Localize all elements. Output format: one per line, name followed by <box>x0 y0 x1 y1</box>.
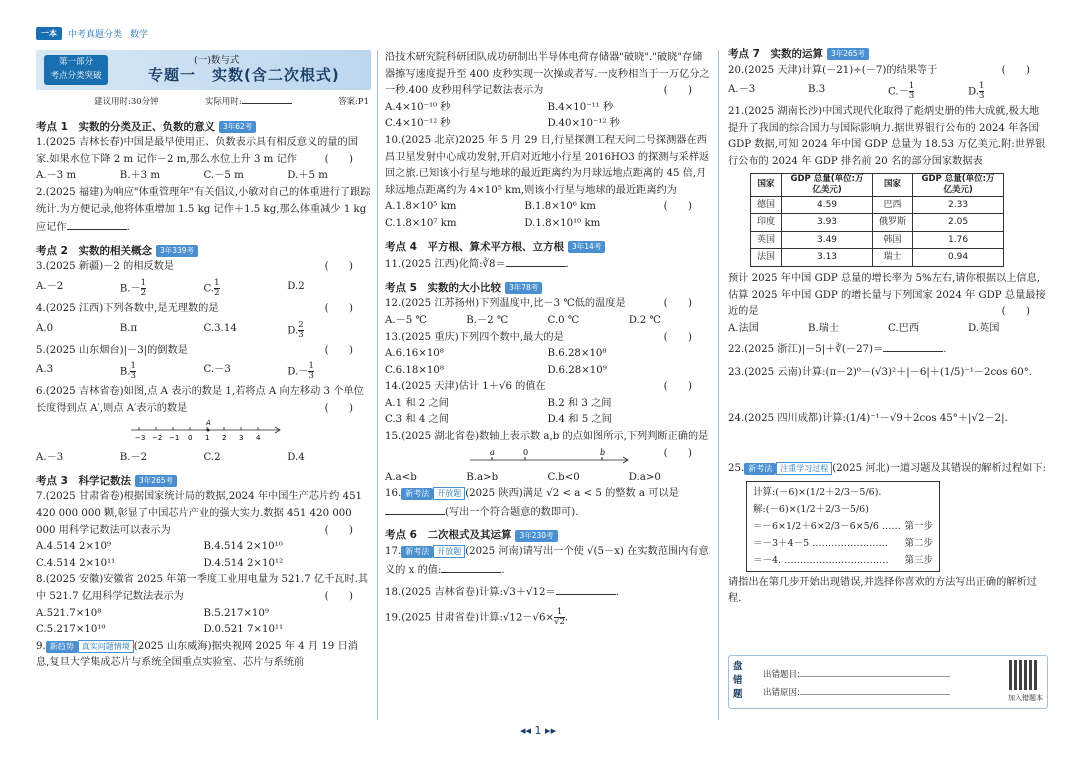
question-text: 12.(2025 江苏扬州)下列温度中,比－3 ℃低的温度是 <box>385 298 626 310</box>
page-number-value: 1 <box>534 724 542 737</box>
work-text: ＝－4. …………………………… <box>753 554 889 566</box>
table-cell: 巴西 <box>873 196 913 214</box>
section-title: 考点 7 实数的运算 <box>728 48 823 60</box>
answer-paren: ( ) <box>663 381 692 393</box>
section-title: 考点 5 实数的大小比较 <box>385 281 501 294</box>
page-number: ◂◂ 1 ▸▸ <box>520 724 557 737</box>
answer-paren: ( ) <box>663 447 692 459</box>
answer-blank[interactable] <box>385 503 445 515</box>
option[interactable]: D.＋5 m <box>287 170 328 182</box>
section-heading <box>728 46 1048 63</box>
table-cell: 3.93 <box>782 214 873 232</box>
options <box>36 321 371 340</box>
ticks <box>135 427 261 442</box>
point-a <box>207 428 210 431</box>
part-badge <box>44 55 108 85</box>
page-header <box>36 26 156 40</box>
option[interactable]: C.－5 m <box>203 170 244 182</box>
options <box>36 539 371 572</box>
mistake-question-field[interactable] <box>800 676 950 677</box>
method-tag: 新考法 <box>401 546 433 558</box>
question-text: 2.(2025 福建)为响应"体重管理年"有关倡议,小敏对自己的体重进行了跟踪统计.为方便记录,他将体重增加 1.5 kg 记作＋1.5 kg,那么体重减少 1 kg 应记作 <box>36 186 371 234</box>
frequency-tag: 3年62考 <box>219 121 256 133</box>
table-cell: 瑞士 <box>873 249 913 267</box>
option[interactable]: A.法国 <box>728 322 759 334</box>
question-text: (2025 河北)一道习题及其错误的解析过程如下: <box>832 463 1046 474</box>
table-cell: 韩国 <box>873 231 913 249</box>
option[interactable]: D.4 <box>287 452 305 464</box>
mistake-reason-field[interactable] <box>800 694 950 695</box>
question-text: 8.(2025 安徽)安徽省 2025 年第一季度工业用电量为 521.7 亿千瓦时.其中 521.7 亿用科学记数法表示为 <box>36 574 369 602</box>
question-25: 25. 新考法 注重学习过程 (2025 河北)一道习题及其错误的解析过程如下: <box>728 463 1046 474</box>
option[interactable] <box>888 82 968 101</box>
question-text: 请指出在第几步开始出现错误,并选择你喜欢的方法写出正确的解析过程. <box>728 576 1037 605</box>
column-middle <box>385 50 710 627</box>
option[interactable]: A.－2 <box>36 280 64 292</box>
question-18: 18.(2025 吉林省卷)计算:√3＋√12＝ . <box>385 583 710 602</box>
table-row <box>751 214 1004 232</box>
question-4 <box>36 301 371 318</box>
mistake-reason-row <box>763 686 950 698</box>
option[interactable] <box>287 362 371 381</box>
solution-workbox <box>746 481 940 572</box>
time-meta <box>36 90 371 113</box>
question-text: 预计 2025 年中国 GDP 总量的增长率为 5%左右,请你根据以上信息,估算 2025 年中国 GDP 的增长量与下列国家 2024 年 GDP 总量最接近的是 <box>728 273 1046 318</box>
option[interactable]: B.瑞士 <box>808 322 840 334</box>
option[interactable]: A.1 和 2 之间 <box>385 397 449 409</box>
option[interactable]: D.4.514 2×10¹² <box>203 557 284 569</box>
option-text: D. <box>287 325 299 337</box>
chapter-subtitle: (一)数与式 <box>194 55 240 66</box>
table-cell: 法国 <box>751 249 782 267</box>
header-country: 国家 <box>751 173 782 196</box>
type-tag: 开放题 <box>433 545 465 558</box>
option[interactable]: B.4×10⁻¹¹ 秒 <box>547 101 614 113</box>
part-label: 第一部分 <box>58 57 93 67</box>
answer-paren: ( ) <box>324 261 353 273</box>
work-text: 计算:(－6)×(1/2＋2/3－5/6). <box>753 486 882 498</box>
option-text: D. <box>968 86 980 98</box>
question-text: 6.(2025 吉林省卷)如图,点 A 表示的数是 1,若将点 A 向左移动 3 个单位长度得到点 A′,则点 A′表示的数是 <box>36 386 364 414</box>
option-text: C. <box>203 283 215 295</box>
trend-tag: 新趋势 <box>46 641 78 653</box>
brand-logo: 一本 <box>36 27 62 40</box>
option[interactable] <box>968 82 1048 101</box>
fraction: $\frac{1}{√2}$ <box>554 606 565 627</box>
option[interactable]: A.－3 m <box>36 170 77 182</box>
fraction: $\frac{1}{3}$ <box>908 81 915 102</box>
table-cell: 英国 <box>751 231 782 249</box>
option[interactable]: A.4.514 2×10⁹ <box>36 541 112 553</box>
table-cell: 2.05 <box>913 214 1004 232</box>
question-text: 4.(2025 江西)下列各数中,是无理数的是 <box>36 303 219 315</box>
table-cell: 印度 <box>751 214 782 232</box>
question-text: 19.(2025 甘肃省卷)计算:√12－√6× <box>385 612 555 624</box>
options <box>385 396 710 429</box>
question-11: 11.(2025 江西)化简:∛8＝ . <box>385 255 710 274</box>
option[interactable]: B.1.8×10⁶ km <box>524 201 596 213</box>
option[interactable]: C.2 <box>203 452 221 464</box>
option[interactable]: B.－2 <box>119 452 148 464</box>
answer-paren: ( ) <box>663 201 692 213</box>
row-label: 出错题目: <box>763 670 800 680</box>
work-line <box>753 552 933 569</box>
step-label: 第三步 <box>904 554 933 566</box>
column-divider <box>377 50 378 720</box>
number-line-figure <box>131 420 281 442</box>
answer-blank[interactable] <box>506 255 566 267</box>
question-text: (2025 陕西)满足 √2 < a < 5 的整数 a 可以是 <box>465 488 679 500</box>
answer-paren: ( ) <box>324 403 353 414</box>
answer-blank[interactable] <box>67 218 127 230</box>
question-20 <box>728 63 1048 80</box>
option[interactable]: B.3 <box>808 84 826 96</box>
option[interactable]: B.a>b <box>466 471 499 483</box>
question-21 <box>728 104 1048 170</box>
option-text: B. <box>119 366 131 378</box>
tick-label: 0 <box>188 433 193 442</box>
header-country: 国家 <box>873 173 913 196</box>
label-b: b <box>600 447 606 457</box>
option[interactable] <box>287 321 371 340</box>
section-heading <box>36 473 371 490</box>
review-label: 盘错题 <box>733 661 743 700</box>
question-24 <box>728 411 1048 461</box>
work-text: 解:(－6)×(1/2＋2/3－5/6) <box>753 503 869 515</box>
table-cell: 0.94 <box>913 249 1004 267</box>
actual-time-field[interactable] <box>242 103 292 104</box>
work-text: ＝－3＋4－5 …………………… <box>753 537 889 549</box>
options <box>36 606 371 639</box>
question-15 <box>385 429 710 459</box>
option[interactable]: C.巴西 <box>888 322 920 334</box>
options <box>385 346 710 379</box>
option[interactable]: A.3 <box>36 364 54 376</box>
question-9: 9. 新趋势 真实问题情境 (2025 山东威海)据央视网 2025 年 4 月 19 日消息,复旦大学集成芯片与系统全国重点实验室、芯片与系统前 <box>36 640 358 669</box>
frequency-tag: 3年78考 <box>505 282 542 294</box>
option[interactable]: D.1.8×10¹⁰ km <box>524 217 601 229</box>
part-sublabel: 考点分类突破 <box>50 71 102 81</box>
option[interactable]: D.英国 <box>968 322 1000 334</box>
option[interactable]: D.40×10⁻¹² 秒 <box>547 118 620 130</box>
table-row <box>751 249 1004 267</box>
mistake-question-row <box>763 668 950 680</box>
suggested-time: 建议用时:30分钟 <box>94 97 159 107</box>
mistake-review-box <box>728 655 1048 709</box>
option[interactable]: C.6.18×10⁸ <box>385 364 444 376</box>
question-2: 2.(2025 福建)为响应"体重管理年"有关倡议,小敏对自己的体重进行了跟踪统计.为方便记录,他将体重增加 1.5 kg 记作＋1.5 kg,那么体重减少 1 kg 应记作 . <box>36 186 371 234</box>
question-text: 沿技术研究院科研团队成功研制出半导体电荷存储器"破晓"."破晓"存储器擦写速度提升至 400 皮秒实现一次操或者写.一皮秒相当于一万亿分之一秒.400 皮秒用科学记数法表示为 <box>385 52 710 97</box>
table-cell: 1.76 <box>913 231 1004 249</box>
option[interactable]: A.6.16×10⁸ <box>385 348 444 360</box>
answer-paren: ( ) <box>324 524 353 536</box>
table-cell: 德国 <box>751 196 782 214</box>
section-title: 考点 6 二次根式及其运算 <box>385 529 512 542</box>
subject-name: 数学 <box>130 29 149 40</box>
header-gdp: GDP 总量(单位:万亿美元) <box>782 173 873 196</box>
frequency-tag: 3年339考 <box>156 245 198 257</box>
header-gdp: GDP 总量(单位:万亿美元) <box>913 173 1004 196</box>
answer-paren: ( ) <box>1001 64 1030 76</box>
option[interactable]: B.6.28×10⁸ <box>547 348 607 360</box>
question-7 <box>36 489 371 539</box>
question-9-cont <box>385 50 710 100</box>
question-23 <box>728 365 1048 411</box>
answer-paren: ( ) <box>663 331 692 343</box>
option[interactable]: B.5.217×10⁹ <box>203 607 269 619</box>
frequency-tag: 3年265考 <box>827 48 869 60</box>
tick-label: 2 <box>222 433 227 442</box>
step-label: 第一步 <box>904 520 933 532</box>
question-text: 10.(2025 北京)2025 年 5 月 29 日,行星探测工程天问二号探测器在西昌卫星发射中心成功发射,开启对近地小行星 2016HO3 的探测与采样返回之旅.已知该小行星与地球的最近距离约为月球远地点距离的 45 倍,月球远地点距离约为 4×10⁵ km,则该小行星与地球的最近距离约为 <box>385 134 710 196</box>
question-text: 20.(2025 天津)计算(－21)÷(－7)的结果等于 <box>728 64 938 76</box>
option[interactable]: A.1.8×10⁵ km <box>385 201 457 213</box>
option[interactable]: D.6.28×10⁹ <box>547 364 607 376</box>
point-a-label: A <box>206 419 211 427</box>
answer-ref: 答案:P1 <box>338 97 369 107</box>
fraction: $\frac{1}{3}$ <box>979 81 985 102</box>
option[interactable]: D.2 ℃ <box>628 314 661 326</box>
question-text: 3.(2025 新疆)－2 的相反数是 <box>36 261 175 273</box>
section-title: 考点 4 平方根、算术平方根、立方根 <box>385 240 564 253</box>
option[interactable]: B.π <box>119 322 138 334</box>
question-text: 11.(2025 江西)化简:∛8＝ <box>385 259 506 271</box>
tick-label: −3 <box>135 433 146 442</box>
work-text: ＝－6×1/2＋6×2/3－6×5/6 …… <box>753 520 901 532</box>
table-cell: 俄罗斯 <box>873 214 913 232</box>
table-header-row <box>751 173 1004 196</box>
work-line <box>753 535 933 552</box>
options <box>36 279 371 298</box>
option[interactable]: B.－2 ℃ <box>466 314 509 326</box>
question-text: 14.(2025 天津)估计 1＋√6 的值在 <box>385 381 546 393</box>
question-16: 16. 新考法 开放题 (2025 陕西)满足 √2 < a < 5 的整数 a 可以是 (写出一个符合题意的数即可). <box>385 488 679 518</box>
fraction: $\frac{1}{2}$ <box>214 277 220 298</box>
label-a: a <box>490 447 495 457</box>
question-14 <box>385 379 710 396</box>
option[interactable]: D.4 和 5 之间 <box>547 414 612 426</box>
column-right <box>728 50 1048 608</box>
method-tag: 新考法 <box>401 488 433 500</box>
option[interactable]: D.a>0 <box>628 471 661 483</box>
section-heading <box>385 280 710 297</box>
question-3 <box>36 259 371 276</box>
option-text: D.－ <box>287 366 309 378</box>
answer-blank[interactable] <box>441 561 501 573</box>
options <box>728 321 1048 338</box>
fraction: $\frac{1}{3}$ <box>308 361 314 382</box>
answer-paren: ( ) <box>324 303 353 315</box>
answer-paren: ( ) <box>324 590 353 602</box>
options <box>728 82 1048 101</box>
option[interactable]: C.5.217×10¹⁰ <box>36 624 106 636</box>
question-text: 22.(2025 浙江)|－5|＋∛(－27)＝ <box>728 344 884 356</box>
table-cell: 2.33 <box>913 196 1004 214</box>
question-text: (2025 山东威海)据央视网 2025 年 4 月 19 日消息,复旦大学集成芯片与系统全国重点实验室、芯片与系统前 <box>36 640 358 669</box>
question-13 <box>385 330 710 347</box>
option[interactable]: C.－3 <box>203 364 231 376</box>
question-17: 17. 新考法 开放题 (2025 河南)请写出一个使 √(5－x) 在实数范围内有意义的 x 的值: . <box>385 546 709 576</box>
section-heading <box>36 119 371 136</box>
question-6 <box>36 384 371 417</box>
column-divider <box>718 50 719 720</box>
tick-label: 1 <box>205 433 210 442</box>
type-tag: 注重学习过程 <box>776 462 832 475</box>
question-8 <box>36 572 371 605</box>
question-text: 13.(2025 重庆)下列四个数中,最大的是 <box>385 331 564 343</box>
answer-paren: ( ) <box>663 298 692 310</box>
section-heading <box>385 527 710 544</box>
section-heading <box>36 243 371 260</box>
option[interactable] <box>120 279 204 298</box>
option[interactable]: B.4.514 2×10¹⁰ <box>203 541 283 553</box>
options <box>385 313 710 330</box>
table-row <box>751 231 1004 249</box>
answer-paren: ( ) <box>324 153 353 165</box>
chapter-title: 专题一 实数(含二次根式) <box>148 66 340 84</box>
step-label: 第二步 <box>904 537 933 549</box>
option-text: C.－ <box>888 86 909 98</box>
frequency-tag: 3年230考 <box>515 530 557 542</box>
question-25-ask <box>728 575 1048 608</box>
fraction: $\frac{1}{3}$ <box>130 361 136 382</box>
section-title: 考点 2 实数的相关概念 <box>36 244 152 257</box>
question-12 <box>385 296 710 313</box>
option[interactable]: C.0 ℃ <box>547 314 580 326</box>
chapter-banner <box>36 50 371 90</box>
number-line-ab <box>470 448 630 468</box>
fraction: $\frac{1}{2}$ <box>140 277 147 298</box>
question-text: 1.(2025 吉林长春)中国是最早使用正、负数表示具有相反意义的量的国家.如果水位下降 2 m 记作－2 m,那么水位上升 3 m 记作 <box>36 137 358 165</box>
question-text: 18.(2025 吉林省卷)计算:√3＋√12＝ <box>385 587 556 599</box>
option[interactable]: A.521.7×10⁸ <box>36 607 102 619</box>
option[interactable]: A.a<b <box>385 471 417 483</box>
gdp-table <box>750 173 1004 267</box>
option[interactable]: A.0 <box>36 322 54 334</box>
question-text: 21.(2025 湖南长沙)中国式现代化取得了彪炳史册的伟大成就,极大地提升了我国的综合国力与国际影响力.据世界银行公布的 2024 年各国 GDP 数据,可知 2024 年中国 GDP 总量为 18.53 万亿美元.附:世界银行公布的 2024 年 GDP 排名前 20 名的部分国家数据表 <box>728 106 1046 168</box>
work-line <box>753 518 933 535</box>
table-row <box>751 196 1004 214</box>
section-title: 考点 3 科学记数法 <box>36 474 131 487</box>
options <box>36 362 371 381</box>
options <box>36 168 371 185</box>
option[interactable]: C.b<0 <box>547 471 580 483</box>
actual-time-label: 实际用时: <box>204 97 242 107</box>
label-zero: 0 <box>523 447 529 457</box>
option[interactable]: D.0.521 7×10¹¹ <box>203 624 284 636</box>
table-cell: 3.49 <box>782 231 873 249</box>
question-text: 24.(2025 四川成都)计算:(1/4)⁻¹－√9＋2cos 45°＋|√2－2|. <box>728 413 1008 424</box>
option[interactable]: A.－5 ℃ <box>385 314 427 326</box>
question-1 <box>36 135 371 168</box>
options <box>385 470 710 487</box>
question-text: 15.(2025 湖北省卷)数轴上表示数 a,b 的点如图所示,下列判断正确的是 <box>385 431 709 443</box>
frequency-tag: 3年265考 <box>135 475 177 487</box>
series-name: 中考真题分类 <box>68 29 123 40</box>
option[interactable]: C.1.8×10⁷ km <box>385 217 457 229</box>
section-heading <box>385 239 710 256</box>
question-19: 19.(2025 甘肃省卷)计算:√12－√6× $\frac{1}{√2}$ . <box>385 606 569 627</box>
option[interactable]: C.4.514 2×10¹¹ <box>36 557 116 569</box>
options <box>385 199 664 232</box>
work-line <box>753 501 933 518</box>
tick-label: 4 <box>256 433 261 442</box>
section-title: 考点 1 实数的分类及正、负数的意义 <box>36 120 215 133</box>
option[interactable]: C.4×10⁻¹² 秒 <box>385 118 451 130</box>
question-5 <box>36 343 371 360</box>
fraction: $\frac{2}{3}$ <box>298 319 304 340</box>
tick-label: −1 <box>169 433 180 442</box>
type-tag: 开放题 <box>433 487 465 500</box>
option-text: B.－ <box>119 283 141 295</box>
table-cell: 3.13 <box>782 249 873 267</box>
option[interactable]: C.3 和 4 之间 <box>385 414 449 426</box>
qr-label: 加入错题本 <box>1008 694 1043 702</box>
options <box>36 450 371 467</box>
answer-paren: ( ) <box>663 85 692 97</box>
tick-label: 3 <box>239 433 244 442</box>
frequency-tag: 3年14考 <box>568 241 605 253</box>
question-tail: (写出一个符合题意的数即可). <box>445 506 579 518</box>
answer-paren: ( ) <box>1001 306 1030 318</box>
table-cell: 4.59 <box>782 196 873 214</box>
method-tag: 新考法 <box>744 463 776 475</box>
work-line <box>753 484 933 501</box>
option[interactable]: B.＋3 m <box>119 170 161 182</box>
option[interactable]: D.2 <box>287 280 305 292</box>
tick-label: −2 <box>152 433 163 442</box>
qr-code-icon[interactable] <box>1009 660 1039 690</box>
question-22: 22.(2025 浙江)|－5|＋∛(－27)＝ . <box>728 340 1048 359</box>
option[interactable]: C.3.14 <box>203 322 237 334</box>
option[interactable]: A.－3 <box>36 452 64 464</box>
question-text: 5.(2025 山东烟台)|－3|的倒数是 <box>36 344 188 356</box>
question-21-cont <box>728 271 1048 321</box>
answer-blank[interactable] <box>556 583 616 595</box>
question-text: 7.(2025 甘肃省卷)根据国家统计局的数据,2024 年中国生产芯片约 451 420 000 000 颗,彰显了中国芯片产业的强大实力.数据 451 420 000 000 用科学记数法可以表示为 <box>36 491 363 536</box>
question-text: (2025 河南)请写出一个使 √(5－x) 在实数范围内有意义的 x 的值: <box>385 546 709 576</box>
option[interactable] <box>120 362 204 381</box>
option[interactable]: A.－3 <box>728 84 756 96</box>
context-tag: 真实问题情境 <box>78 640 134 653</box>
row-label: 出错原因: <box>763 688 800 698</box>
option[interactable] <box>204 279 288 298</box>
answer-blank[interactable] <box>883 340 943 352</box>
column-left <box>36 50 371 672</box>
answer-paren: ( ) <box>324 344 353 356</box>
option[interactable]: B.2 和 3 之间 <box>547 397 612 409</box>
options <box>385 100 710 133</box>
question-text: 23.(2025 云南)计算:(π－2)⁰－(√3)²＋|－6|＋(1/5)⁻¹－2cos 60°. <box>728 367 1033 378</box>
option[interactable]: A.4×10⁻¹⁰ 秒 <box>385 101 451 113</box>
